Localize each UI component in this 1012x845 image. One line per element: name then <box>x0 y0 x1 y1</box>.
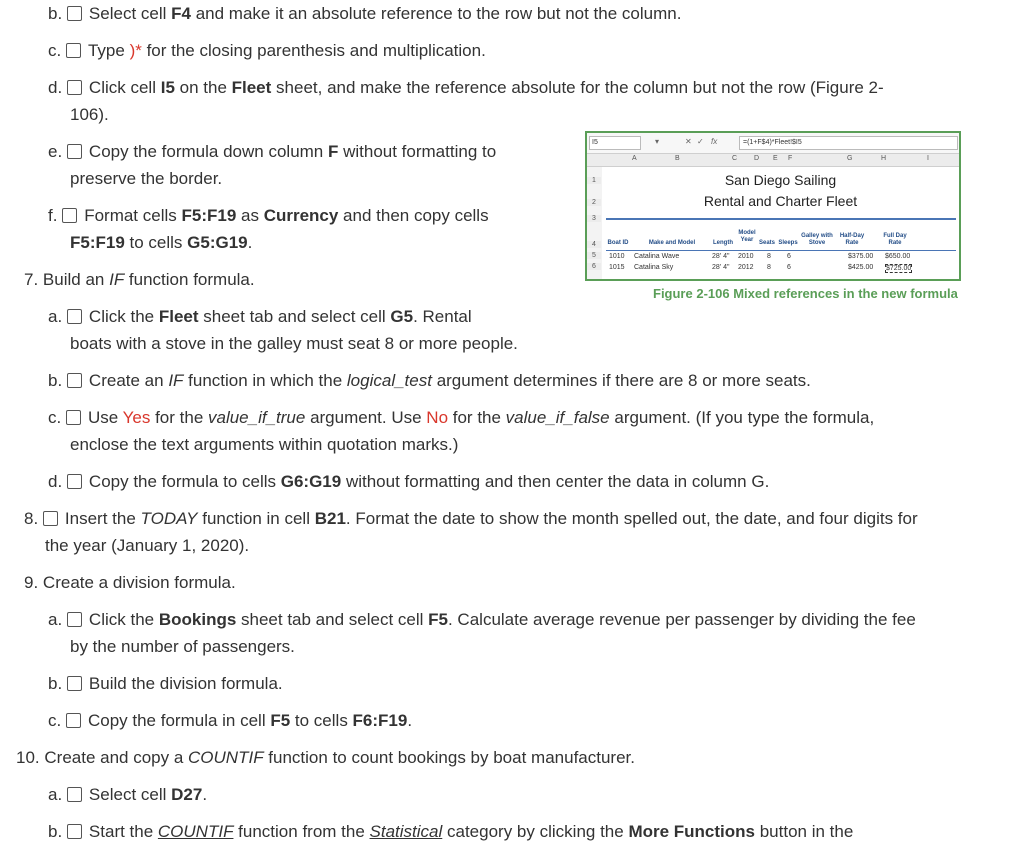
step-9a-cont: by the number of passengers. <box>70 637 295 656</box>
column-headers <box>587 154 959 167</box>
row-header: 3 <box>587 215 601 222</box>
header-make: Make and Model <box>648 240 696 246</box>
checkbox[interactable] <box>67 80 82 95</box>
header-full-day: Full Day Rate <box>883 233 907 246</box>
checkbox[interactable] <box>66 410 81 425</box>
col-header: A <box>632 155 637 162</box>
cell-sleeps[interactable]: 6 <box>787 253 791 260</box>
cell-seats[interactable]: 8 <box>767 253 771 260</box>
step-7a: a. Click the Fleet sheet tab and select cell G5. Rental <box>48 307 472 326</box>
step-7b: b. Create an IF function in which the logical_test argument determines if there are 8 or more seats. <box>48 371 811 390</box>
figure-caption: Figure 2-106 Mixed references in the new formula <box>653 286 958 301</box>
col-header: I <box>927 155 929 162</box>
col-header: B <box>675 155 680 162</box>
step-7d: d. Copy the formula to cells G6:G19 without formatting and then center the data in column G. <box>48 472 770 491</box>
step-b-f4: b. Select cell F4 and make it an absolute reference to the row but not the column. <box>48 4 682 23</box>
cell-year[interactable]: 2012 <box>738 264 754 271</box>
col-header: C <box>732 155 738 162</box>
header-length: Length <box>713 240 733 246</box>
row-header: 6 <box>587 263 601 270</box>
cell-id[interactable]: 1015 <box>609 264 625 271</box>
cell-sleeps[interactable]: 6 <box>787 264 791 271</box>
cell-seats[interactable]: 8 <box>767 264 771 271</box>
formula-bar <box>587 133 959 154</box>
step-7a-cont: boats with a stove in the galley must seat 8 or more people. <box>70 334 518 353</box>
cell-id[interactable]: 1010 <box>609 253 625 260</box>
step-8-cont: the year (January 1, 2020). <box>45 536 250 555</box>
step-d-cont: 106). <box>70 105 109 124</box>
checkbox[interactable] <box>66 43 81 58</box>
checkbox[interactable] <box>67 474 82 489</box>
dropdown-icon: ▾ <box>655 137 660 146</box>
checkbox[interactable] <box>67 612 82 627</box>
row-header: 4 <box>587 241 601 248</box>
cell-half-rate[interactable]: $425.00 <box>848 264 874 271</box>
checkbox[interactable] <box>67 6 82 21</box>
checkbox[interactable] <box>66 713 81 728</box>
cancel-icon: ✕ <box>685 137 692 146</box>
step-7c-cont: enclose the text arguments within quotation marks.) <box>70 435 459 454</box>
header-model-year: Model Year <box>738 230 756 243</box>
checkbox[interactable] <box>67 373 82 388</box>
row-header: 5 <box>587 252 601 259</box>
excel-figure <box>585 131 961 281</box>
sheet-title: San Diego Sailing <box>724 172 837 188</box>
step-d-i5: d. Click cell I5 on the Fleet sheet, and make the reference absolute for the column but not the row (Figure 2- <box>48 78 884 97</box>
step-10a: a. Select cell D27. <box>48 785 208 804</box>
title-rule <box>606 218 956 220</box>
cell-year[interactable]: 2010 <box>738 253 754 260</box>
header-seats: Seats <box>758 240 775 246</box>
checkbox[interactable] <box>62 208 77 223</box>
step-10b: b. Start the COUNTIF function from the Statistical category by clicking the More Functions button in the <box>48 822 854 841</box>
step-9c: c. Copy the formula in cell F5 to cells F6:F19. <box>48 711 413 730</box>
step-8: 8. Insert the TODAY function in cell B21. Format the date to show the month spelled out, the date, and four digits for <box>24 509 918 528</box>
cell-full-rate[interactable]: $650.00 <box>885 253 911 260</box>
enter-icon: ✓ <box>697 137 704 146</box>
row-header: 1 <box>587 177 601 184</box>
step-e-copy: e. Copy the formula down column F without formatting to <box>48 142 497 161</box>
checkbox[interactable] <box>67 676 82 691</box>
checkbox[interactable] <box>43 511 58 526</box>
checkbox[interactable] <box>67 309 82 324</box>
cell-make[interactable]: Catalina Wave <box>634 253 680 260</box>
step-f-cont: F5:F19 to cells G5:G19. <box>70 233 253 252</box>
col-header: F <box>788 155 793 162</box>
step-7c: c. Use Yes for the value_if_true argument. Use No for the value_if_false argument. (If you type the formula, <box>48 408 875 427</box>
step-9b: b. Build the division formula. <box>48 674 283 693</box>
sheet-area <box>602 167 959 279</box>
cell-make[interactable]: Catalina Sky <box>634 264 674 271</box>
col-header: G <box>847 155 853 162</box>
step-9a: a. Click the Bookings sheet tab and select cell F5. Calculate average revenue per passenger by dividing the fee <box>48 610 916 629</box>
header-half-day: Half-Day Rate <box>839 233 865 246</box>
name-box[interactable]: I5 <box>589 136 641 150</box>
cell-full-rate-selected[interactable]: $725.00 <box>886 265 912 272</box>
cell-length[interactable]: 28' 4" <box>712 253 730 260</box>
step-c-type: c. Type )* for the closing parenthesis and multiplication. <box>48 41 486 60</box>
step-f-format: f. Format cells F5:F19 as Currency and then copy cells <box>48 206 489 225</box>
step-7: 7. Build an IF function formula. <box>24 270 255 289</box>
checkbox[interactable] <box>67 787 82 802</box>
checkbox[interactable] <box>67 144 82 159</box>
col-header: D <box>754 155 760 162</box>
step-10: 10. Create and copy a COUNTIF function to count bookings by boat manufacturer. <box>16 748 635 767</box>
step-e-cont: preserve the border. <box>70 169 223 188</box>
col-header: H <box>881 155 887 162</box>
formula-input[interactable]: =(1+F$4)*Fleet!$I5 <box>739 136 958 150</box>
header-galley: Galley with Stove <box>801 233 833 246</box>
col-header: E <box>773 155 778 162</box>
row-header: 2 <box>587 199 601 206</box>
header-sleeps: Sleeps <box>778 240 798 246</box>
fx-icon: fx <box>711 137 718 146</box>
cell-half-rate[interactable]: $375.00 <box>848 253 874 260</box>
cell-length[interactable]: 28' 4" <box>712 264 730 271</box>
sheet-subtitle: Rental and Charter Fleet <box>703 193 858 209</box>
header-rule <box>606 250 956 251</box>
header-boat-id: Boat ID <box>607 240 629 246</box>
step-9: 9. Create a division formula. <box>24 573 236 592</box>
